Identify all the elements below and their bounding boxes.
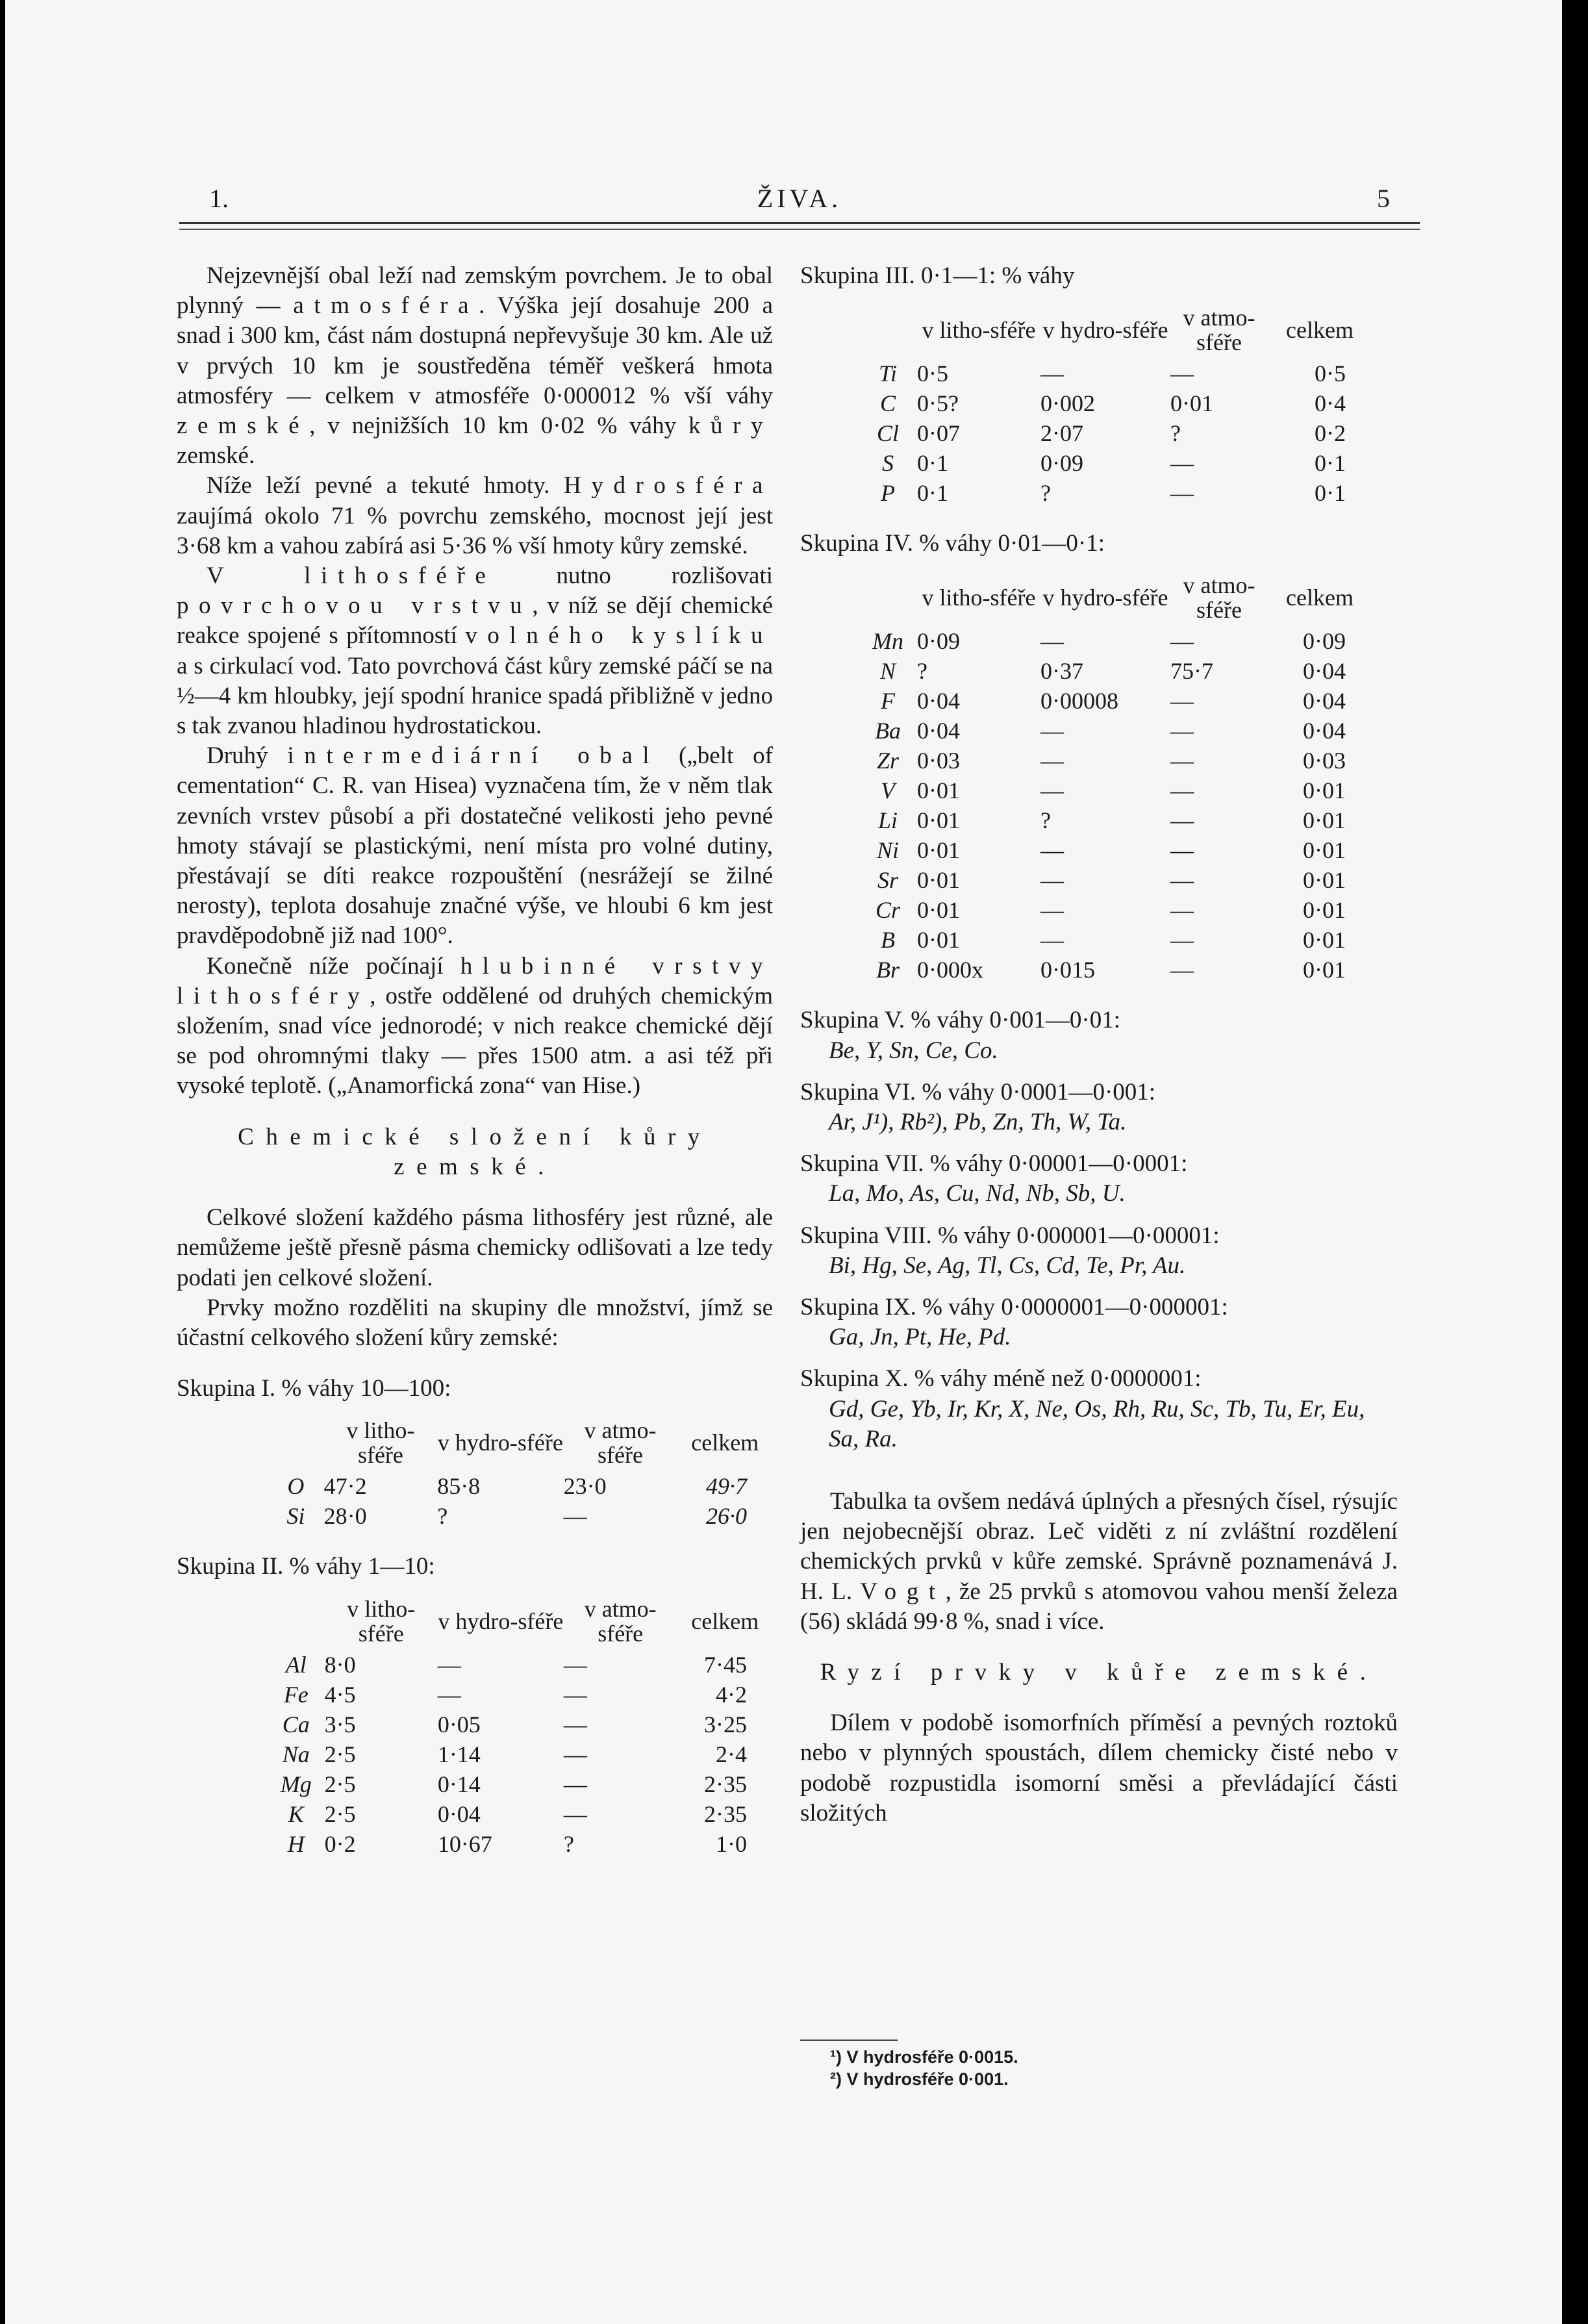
table-cell: 0·00008 xyxy=(1040,688,1118,714)
journal-title: ŽIVA. xyxy=(757,184,842,213)
table-cell: 2·5 xyxy=(324,1741,356,1767)
table-row xyxy=(859,686,1372,716)
group-title: Skupina II. % váhy 1—10: xyxy=(177,1553,435,1580)
table-cell: 0·04 xyxy=(437,1800,481,1827)
group-title: Skupina I. % váhy 10—100: xyxy=(177,1375,451,1402)
table-cell: — xyxy=(1040,927,1064,954)
table-row xyxy=(859,865,1372,895)
issue-number: 1. xyxy=(209,184,229,213)
table-cell: — xyxy=(563,1681,587,1708)
table-cell: — xyxy=(1170,927,1194,954)
table-cell: 0·14 xyxy=(437,1771,481,1797)
table-cell: 2·5 xyxy=(324,1771,356,1797)
element-symbol: K xyxy=(288,1800,304,1827)
table-row xyxy=(859,776,1372,805)
element-symbol: Fe xyxy=(283,1681,309,1708)
table-cell: 0·09 xyxy=(1040,450,1083,477)
table-row xyxy=(859,359,1372,388)
table-cell: 47·2 xyxy=(323,1473,367,1500)
table-cell: — xyxy=(1170,718,1194,744)
table-cell: 2·5 xyxy=(324,1800,356,1827)
left-column xyxy=(177,261,773,1859)
paragraph: Nejzevnější obal leží nad zemským povrchem. Je to obal plynný — atmosféra. Výška její dosahuje 200 a snad i 300 km, část nám dostupná nepřevyšuje 30 km. Ale už v prvých 10 km je soustředěna téměř veškerá hmota atmosféry — celkem v atmosféře 0·000012 % vší váhy zemské, v nejnižších 10 km 0·02 % váhy kůry zemské. xyxy=(177,262,774,470)
table-row xyxy=(859,746,1372,776)
table-cell: 4·2 xyxy=(716,1681,747,1708)
paragraph: Níže leží pevné a tekuté hmoty. Hydrosféra zaujímá okolo 71 % povrchu zemského, mocnost její jest 3·68 km a vahou zabírá asi 5·36 % vší hmoty kůry zemské. xyxy=(177,472,773,559)
table-row xyxy=(268,1650,773,1680)
table-cell: 0·5 xyxy=(917,360,948,387)
table-cell: — xyxy=(1170,897,1194,924)
table-row xyxy=(268,1680,773,1710)
table-cell: — xyxy=(1170,777,1194,804)
table-cell: — xyxy=(563,1711,587,1737)
element-symbol: Ti xyxy=(878,360,898,387)
table-cell: 0·01 xyxy=(917,807,960,834)
header-rule xyxy=(179,222,1420,224)
table-row xyxy=(268,1471,773,1501)
table-cell: — xyxy=(1040,748,1064,774)
table-cell: 0·01 xyxy=(1303,897,1346,924)
table-cell: 0·4 xyxy=(1315,390,1346,417)
table-cell: 49·7 xyxy=(706,1473,747,1500)
table-row xyxy=(859,805,1372,835)
paragraph: Druhý intermediární obal („belt of cementation“ C. R. van Hisea) vyznačena tím, že v něm tlak zevních vrstev působí a při dostatečné velikosti jeho pevné hmoty stávají se plastickými, není místa pro volné dutiny, přestávají se díti reakce rozpouštění (nesrážejí se žilné nerosty), teplota dosahuje značné výše, ve hloubi 6 km jest pravděpodobně již nad 100°. xyxy=(177,742,774,950)
element-symbol: P xyxy=(881,480,895,507)
element-symbol: Ni xyxy=(876,837,899,864)
table-cell: 3·25 xyxy=(704,1711,747,1737)
table-row xyxy=(268,1799,773,1829)
table-cell: — xyxy=(1170,688,1194,714)
table-cell: 0·03 xyxy=(1303,748,1346,774)
table-cell: ? xyxy=(1170,420,1181,447)
table-row xyxy=(268,1769,773,1799)
table-cell: 8·0 xyxy=(324,1651,356,1678)
table-cell: — xyxy=(1170,360,1194,387)
element-symbol: F xyxy=(881,688,895,714)
table-cell: 26·0 xyxy=(706,1503,747,1530)
group-title: Skupina VII. % váhy 0·00001—0·0001: xyxy=(800,1150,1188,1178)
element-symbol: H xyxy=(287,1830,305,1857)
table-cell: 0·2 xyxy=(324,1830,356,1857)
element-list: Ar, J¹), Rb²), Pb, Zn, Th, W, Ta. xyxy=(829,1109,1127,1136)
table-cell: 85·8 xyxy=(437,1473,481,1500)
element-symbol: Mg xyxy=(280,1771,312,1797)
table-cell: 0·05 xyxy=(437,1711,481,1737)
table-cell: — xyxy=(563,1651,587,1678)
table-cell: — xyxy=(437,1651,461,1678)
running-header xyxy=(209,183,1390,216)
table-row xyxy=(268,1710,773,1739)
table-cell: — xyxy=(1040,867,1064,894)
element-symbol: S xyxy=(882,450,894,477)
table-cell: 75·7 xyxy=(1170,658,1213,685)
table-cell: — xyxy=(1170,867,1194,894)
table-cell: 10·67 xyxy=(437,1830,492,1857)
right-column xyxy=(800,261,1398,1828)
table-cell: 0·000x xyxy=(917,957,983,983)
table-row xyxy=(268,1829,773,1859)
paragraph: Konečně níže počínají hlubinné vrstvy lithosféry, ostře oddělené od druhých chemickým složením, snad více jednorodé; v nich reakce chemické dějí se pod ohromnými tlaky — přes 1500 atm. a asi též při vysoké teplotě. („Anamorfická zona“ van Hise.) xyxy=(177,952,773,1100)
table-row xyxy=(859,478,1372,508)
table-cell: 0·1 xyxy=(1315,480,1346,507)
table-cell: 0·01 xyxy=(917,927,960,954)
group-title: Skupina III. 0·1—1: % váhy xyxy=(800,262,1075,289)
table-cell: — xyxy=(1040,718,1064,744)
table-cell: ? xyxy=(1040,807,1051,834)
paragraph: V lithosféře nutno rozlišovati povrchovou vrstvu, v níž se dějí chemické reakce spojené s přítomností volného kyslíku a s cirkulací vod. Tato povrchová část kůry zemské páčí se na ½—4 km hloubky, její spodní hranice spadá přibližně v jedno s tak zvanou hladinou hydrostatickou. xyxy=(177,562,774,740)
table-cell: 0·03 xyxy=(917,748,960,774)
footnote-rule xyxy=(800,2040,898,2041)
table-cell: 0·5 xyxy=(1315,360,1346,387)
element-list: Bi, Hg, Se, Ag, Tl, Cs, Cd, Te, Pr, Au. xyxy=(829,1252,1186,1279)
element-symbol: Ca xyxy=(282,1711,310,1737)
table-cell: — xyxy=(1170,837,1194,864)
group-title: Skupina VI. % váhy 0·0001—0·001: xyxy=(800,1078,1156,1105)
table-cell: — xyxy=(1170,480,1194,507)
paragraph: Dílem v podobě isomorfních příměsí a pevných roztoků nebo v plynných spoustách, dílem chemicky čisté nebo v podobě rozpustidla isomorní směsi a převládající části složitých xyxy=(800,1710,1398,1826)
table-cell: — xyxy=(563,1503,587,1530)
table-cell: — xyxy=(1170,957,1194,983)
table-cell: 0·5? xyxy=(917,390,959,417)
table-cell: 0·01 xyxy=(1303,777,1346,804)
element-symbol: Zr xyxy=(876,748,900,774)
table-cell: — xyxy=(1170,748,1194,774)
table-cell: — xyxy=(563,1741,587,1767)
table-cell: 0·01 xyxy=(1170,390,1213,417)
table-cell: 0·1 xyxy=(917,450,948,477)
element-symbol: V xyxy=(881,777,895,804)
element-symbol: Cr xyxy=(875,897,901,924)
element-symbol: Cl xyxy=(876,420,899,447)
table-cell: 0·04 xyxy=(917,688,960,714)
table-row xyxy=(859,388,1372,418)
table-row xyxy=(859,955,1372,985)
table-cell: 2·35 xyxy=(704,1800,747,1827)
table-row xyxy=(859,418,1372,448)
table-cell: 2·4 xyxy=(716,1741,747,1767)
table-cell: — xyxy=(1040,777,1064,804)
table-cell: 23·0 xyxy=(563,1473,607,1500)
table-cell: 0·01 xyxy=(1303,837,1346,864)
table-cell: — xyxy=(1040,837,1064,864)
element-symbol: C xyxy=(879,390,896,417)
table-cell: 0·01 xyxy=(1303,927,1346,954)
table-cell: 0·01 xyxy=(1303,957,1346,983)
element-list: La, Mo, As, Cu, Nd, Nb, Sb, U. xyxy=(829,1180,1126,1207)
element-symbol: Na xyxy=(282,1741,310,1767)
table-cell: ? xyxy=(917,658,927,685)
table-cell: 2·07 xyxy=(1040,420,1083,447)
table-row xyxy=(859,626,1372,656)
table-cell: 2·35 xyxy=(704,1771,747,1797)
table-cell: 0·2 xyxy=(1315,420,1346,447)
element-symbol: O xyxy=(287,1473,305,1500)
table-cell: 0·01 xyxy=(1303,807,1346,834)
element-symbol: Si xyxy=(286,1503,305,1530)
group-table: v litho-sféře v hydro-sféře v atmo-sféře celkem O 47·2 85·8 23·0 49·7 Si 28·0 ? — 26·0 xyxy=(268,1418,773,1531)
table-cell: 4·5 xyxy=(324,1681,356,1708)
table-row xyxy=(859,448,1372,478)
table-cell: 0·04 xyxy=(1303,718,1346,744)
table-cell: — xyxy=(1040,628,1064,655)
footnote: ¹) V hydrosféře 0·0015. xyxy=(830,2047,1018,2067)
table-cell: 28·0 xyxy=(323,1503,367,1530)
element-symbol: Li xyxy=(877,807,898,834)
table-cell: 1·0 xyxy=(716,1830,747,1857)
table-cell: ? xyxy=(437,1503,448,1530)
table-cell: 0·1 xyxy=(1315,450,1346,477)
element-symbol: N xyxy=(879,658,896,685)
table-cell: 0·09 xyxy=(1303,628,1346,655)
element-list: Ga, Jn, Pt, He, Pd. xyxy=(829,1324,1011,1351)
table-row xyxy=(859,835,1372,865)
table-cell: 0·01 xyxy=(917,777,960,804)
table-cell: — xyxy=(1170,628,1194,655)
table-cell: 0·015 xyxy=(1040,957,1095,983)
page-number: 5 xyxy=(1377,184,1390,213)
section-heading: Chemické složení kůry zemské. xyxy=(238,1123,712,1180)
element-symbol: Sr xyxy=(877,867,898,894)
table-cell: ? xyxy=(1040,480,1051,507)
table-cell: 0·04 xyxy=(1303,688,1346,714)
paragraph: Celkové složení každého pásma lithosféry jest různé, ale nemůžeme ještě přesně pásma chemicky odlišovati a lze tedy podati jen celkové složení. xyxy=(177,1204,773,1291)
group-title: Skupina IV. % váhy 0·01—0·1: xyxy=(800,530,1105,557)
table-cell: 0·04 xyxy=(1303,658,1346,685)
group-title: Skupina V. % váhy 0·001—0·01: xyxy=(800,1007,1120,1034)
table-cell: 0·04 xyxy=(917,718,960,744)
table-row xyxy=(859,925,1372,955)
table-row xyxy=(859,656,1372,686)
element-symbol: Mn xyxy=(872,628,903,655)
table-row xyxy=(859,895,1372,925)
table-cell: — xyxy=(1170,450,1194,477)
element-symbol: B xyxy=(881,927,895,954)
table-cell: 0·37 xyxy=(1040,658,1083,685)
table-cell: — xyxy=(563,1800,587,1827)
element-symbol: Ba xyxy=(875,718,901,744)
element-list: Gd, Ge, Yb, Ir, Kr, X, Ne, Os, Rh, Ru, Sc, Tb, Tu, Er, Eu, Sa, Ra. xyxy=(829,1395,1365,1452)
group-title: Skupina VIII. % váhy 0·000001—0·00001: xyxy=(800,1222,1220,1249)
table-cell: 0·01 xyxy=(917,867,960,894)
table-row xyxy=(268,1739,773,1769)
table-cell: 0·1 xyxy=(917,480,948,507)
minor-groups xyxy=(800,1005,1398,1466)
group-title: Skupina IX. % váhy 0·0000001—0·000001: xyxy=(800,1294,1228,1321)
header-rule-thin xyxy=(179,229,1420,230)
table-cell: — xyxy=(1040,897,1064,924)
group-table: v litho-sféře v hydro-sféře v atmo-sféře celkem Ti 0·5 — — 0·5 C 0·5? 0·002 0·01 0·4 Cl 0·07 2·07 ? 0·2 S 0·1 0·09 — 0·1 P 0·1 ? — 0·1 xyxy=(859,305,1372,508)
table-row xyxy=(859,716,1372,746)
group-title: Skupina X. % váhy méně než 0·0000001: xyxy=(800,1365,1202,1393)
table-cell: — xyxy=(437,1681,461,1708)
table-cell: 0·09 xyxy=(917,628,960,655)
element-list: Be, Y, Sn, Ce, Co. xyxy=(829,1037,998,1064)
table-cell: 1·14 xyxy=(437,1741,481,1767)
table-cell: 0·01 xyxy=(917,897,960,924)
footnotes xyxy=(830,2046,1350,2090)
element-symbol: Al xyxy=(285,1651,307,1678)
group-table: v litho-sféře v hydro-sféře v atmo-sféře celkem Al 8·0 — — 7·45 Fe 4·5 — — 4·2 Ca 3·5 0·05 — 3·25 Na 2·5 1·14 — 2·4 Mg 2·5 0·14 — 2·35 K 2·5 0·04 — 2·35 H 0·2 10·67 ? 1·0 xyxy=(268,1597,773,1859)
table-cell: — xyxy=(563,1771,587,1797)
footnote: ²) V hydrosféře 0·001. xyxy=(830,2069,1009,2089)
table-row xyxy=(268,1501,773,1531)
table-cell: — xyxy=(1040,360,1064,387)
paragraph: Prvky možno rozděliti na skupiny dle množství, jímž se účastní celkového složení kůry zemské: xyxy=(177,1294,773,1351)
section-heading: Ryzí prvky v kůře zemské. xyxy=(820,1659,1378,1686)
group-table: v litho-sféře v hydro-sféře v atmo-sféře celkem Mn 0·09 — — 0·09 N ? 0·37 75·7 0·04 F 0·04 0·00008 — 0·04 Ba 0·04 — — 0·04 Zr 0·03 — — 0·03 V 0·01 — — 0·01 Li 0·01 ? — 0·01 Ni 0·01 — — 0·01 Sr 0·01 — — 0·01 Cr 0·01 — — 0·01 B 0·01 — — 0·01 Br 0·000x 0·015 — 0·01 xyxy=(859,573,1372,985)
paragraph: Tabulka ta ovšem nedává úplných a přesných čísel, rýsujíc jen nejobecnější obraz. Leč viděti z ní zvláštní rozdělení chemických prvků v kůře zemské. Správně poznamenává J. H. L. Vogt, že 25 prvků s atomovou vahou menší železa (56) skládá 99·8 %, snad i více. xyxy=(800,1488,1398,1635)
table-cell: ? xyxy=(563,1830,574,1857)
table-cell: 0·07 xyxy=(917,420,960,447)
table-cell: 0·002 xyxy=(1040,390,1095,417)
table-cell: — xyxy=(1170,807,1194,834)
table-cell: 3·5 xyxy=(324,1711,356,1737)
table-cell: 0·01 xyxy=(1303,867,1346,894)
element-symbol: Br xyxy=(876,957,900,983)
table-cell: 0·01 xyxy=(917,837,960,864)
table-cell: 7·45 xyxy=(704,1651,747,1678)
